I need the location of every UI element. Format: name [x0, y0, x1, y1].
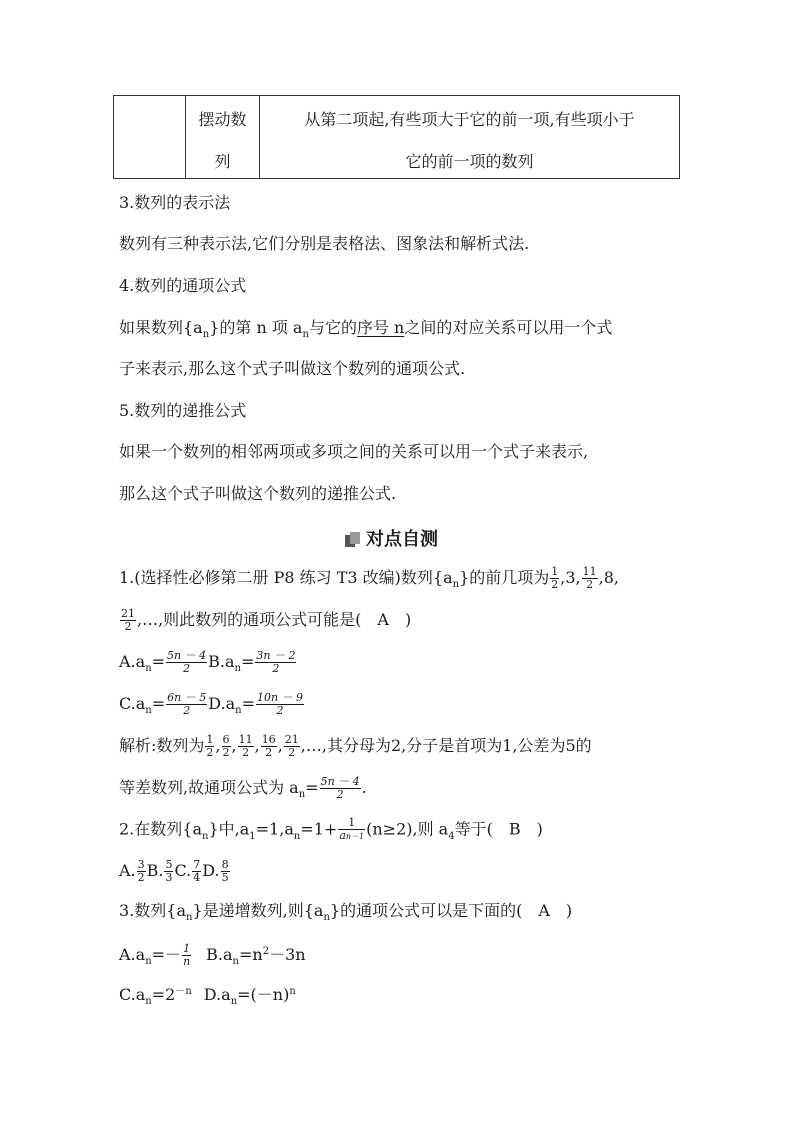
q2-option-d: D. $\frac{8}{5}$	[202, 858, 229, 884]
q2-stem: 2.在数列$\{a_n\}$中$,a_1=1,a_n=1+$ $\frac{1}{an-1}$ (n≥2),则 $a_4$等于( B )	[119, 816, 543, 842]
fraction: $\frac{6n - 5}{2}$	[167, 691, 207, 717]
q1-options-ab	[119, 650, 297, 675]
table-type-label-line2: 列	[214, 152, 231, 171]
q1-option-a: $A.a_n=$ $\frac{5n - 4}{2}$	[119, 649, 207, 675]
section4-heading: 4.数列的通项公式	[119, 276, 247, 295]
q2-option-c: C. $\frac{7}{4}$	[174, 858, 201, 884]
q1-options-cd	[119, 692, 305, 717]
q1-option-b: $B.a_n=$ $\frac{3n - 2}{2}$	[208, 649, 296, 675]
section5-text-line1: 如果一个数列的相邻两项或多项之间的关系可以用一个式子来表示,	[119, 442, 589, 461]
q1-option-c: $C.a_n=$ $\frac{6n - 5}{2}$	[119, 691, 207, 717]
q3-options-ab	[119, 943, 306, 968]
fraction: $\frac{5n - 4}{2}$	[320, 775, 360, 801]
section5-heading: 5.数列的递推公式	[119, 401, 247, 420]
q1-stem-line2: $\frac{21}{2}$ ,…,则此数列的通项公式可能是( A )	[121, 607, 412, 633]
q3-stem: 3.数列$\{a_n\}$是递增数列,则$\{a_n\}$的通项公式可以是下面的( A )	[119, 901, 573, 923]
table-empty-cell	[114, 96, 186, 178]
q1-stem-line1: 1.(选择性必修第二册 P8 练习 T3 改编)数列$\{a_n\}$的前几项为 $\frac{1}{2}$ ,3, $\frac{11}{2}$ ,8,	[119, 565, 619, 591]
q2-option-a: A. $\frac{3}{2}$	[119, 858, 145, 884]
fraction: $\frac{1}{an-1}$	[339, 816, 365, 842]
section3-heading: 3.数列的表示法	[119, 193, 231, 212]
fraction: $\frac{7}{4}$	[193, 858, 201, 884]
fraction: $\frac{1}{2}$	[551, 565, 559, 591]
fraction: $\frac{6}{2}$	[222, 733, 230, 759]
table-type-label-line1: 摆动数	[198, 110, 247, 129]
section-marker-icon	[345, 532, 360, 547]
section3-text: 数列有三种表示法,它们分别是表格法、图象法和解析式法.	[119, 234, 530, 253]
section4-text-line1: 如果数列$\{a_n\}$的第 n 项 $a_n$与它的序号 n之间的对应关系可以用一个式	[119, 318, 613, 340]
fraction: $\frac{5}{3}$	[165, 858, 173, 884]
q3-option-d: $D.a_n=(-n)^n$	[203, 985, 296, 1007]
q2-options	[119, 859, 231, 884]
fraction: $\frac{3}{2}$	[137, 858, 145, 884]
q1-solution-line1: 解析:数列为 $\frac{1}{2}$ , $\frac{6}{2}$ , $\frac{11}{2}$ , $\frac{16}{2}$ , $\frac{21}{2}$ ,…,其分母为2,分子是首项为1,公差为5的	[119, 733, 592, 759]
fraction: $\frac{1}{n}$	[183, 942, 191, 968]
sequence-type-table	[113, 95, 680, 179]
fraction: $\frac{5n - 4}{2}$	[167, 649, 207, 675]
q1-option-d: $D.a_n=$ $\frac{10n - 9}{2}$	[208, 691, 304, 717]
fraction: $\frac{21}{2}$	[121, 607, 135, 633]
table-definition-line2: 它的前一项的数列	[405, 152, 534, 171]
q1-solution-line2: 等差数列,故通项公式为 $a_n=$ $\frac{5n - 4}{2}$ .	[119, 775, 367, 801]
table-type-cell	[186, 96, 260, 178]
section5-text-line2: 那么这个式子叫做这个数列的递推公式.	[119, 484, 397, 503]
underlined-blank: 序号 n	[356, 318, 405, 337]
fraction: $\frac{1}{2}$	[206, 733, 214, 759]
table-definition-cell	[260, 96, 679, 178]
fraction: $\frac{11}{2}$	[238, 733, 253, 759]
table-definition-line1: 从第二项起,有些项大于它的前一项,有些项小于	[304, 110, 635, 129]
fraction: $\frac{3n - 2}{2}$	[256, 649, 296, 675]
fraction: $\frac{10n - 9}{2}$	[256, 691, 304, 717]
q3-option-a: $A.a_n=-$ $\frac{1}{n}$	[119, 942, 191, 968]
section4-text-line2: 子来表示,那么这个式子叫做这个数列的通项公式.	[119, 359, 466, 378]
fraction: $\frac{11}{2}$	[582, 565, 597, 591]
fraction: $\frac{8}{5}$	[221, 858, 229, 884]
fraction: $\frac{16}{2}$	[261, 733, 276, 759]
q3-options-cd	[119, 985, 296, 1008]
q2-option-b: B. $\frac{5}{3}$	[146, 858, 173, 884]
fraction: $\frac{21}{2}$	[284, 733, 299, 759]
self-test-title: 对点自测	[345, 525, 438, 551]
q3-option-b: $B.a_n=n^2-3n$	[206, 945, 306, 967]
q3-option-c: $C.a_n=2^{-n}$	[119, 985, 192, 1007]
